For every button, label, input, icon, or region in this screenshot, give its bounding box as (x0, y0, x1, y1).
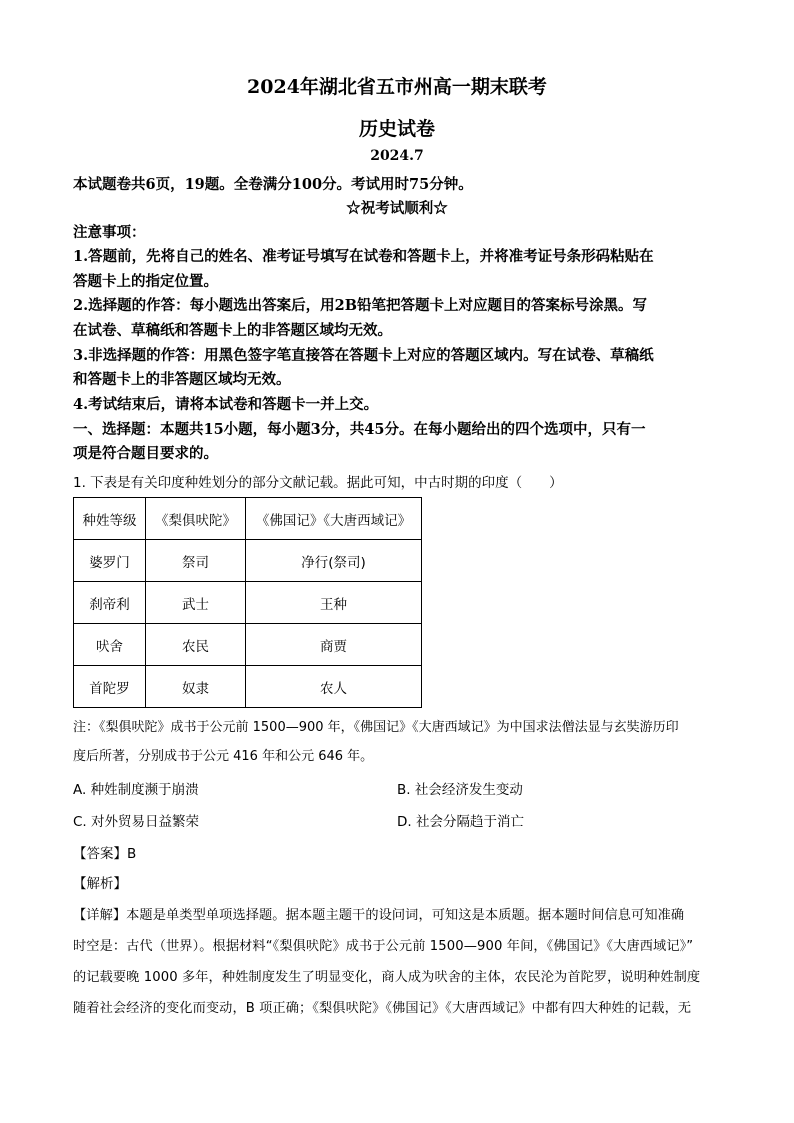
notice-heading: 注意事项： (73, 224, 146, 241)
table-cell: 农民 (146, 624, 246, 666)
table-cell: 奴隶 (146, 666, 246, 708)
table-cell: 刹帝利 (74, 582, 146, 624)
table-cell: 祭司 (146, 540, 246, 582)
notice-item-1-line-1: 1.答题前，先将自己的姓名、准考证号填写在试卷和答题卡上，并将准考证号条形码粘贴在 (73, 248, 654, 265)
caste-table (73, 497, 422, 708)
exam-date: 2024.7 (370, 148, 424, 164)
notice-item-2-line-1: 2.选择题的作答：每小题选出答案后，用2B铅笔把答题卡上对应题目的答案标号涂黑。写 (73, 297, 647, 314)
option-d: D. 社会分隔趋于消亡 (397, 814, 524, 830)
analysis-label: 【解析】 (73, 876, 127, 892)
table-header-cell: 《梨俱吠陀》 (146, 498, 246, 540)
question-stem: 1. 下表是有关印度种姓划分的部分文献记载。据此可知，中古时期的印度（ ） (73, 475, 563, 491)
option-c: C. 对外贸易日益繁荣 (73, 814, 200, 830)
table-row (74, 666, 422, 708)
table-row (74, 582, 422, 624)
table-cell: 农人 (246, 666, 422, 708)
notice-item-3-line-1: 3.非选择题的作答：用黑色签字笔直接答在答题卡上对应的答题区域内。写在试卷、草稿纸 (73, 347, 654, 364)
table-header-cell: 种姓等级 (74, 498, 146, 540)
table-header-row (74, 498, 422, 540)
table-note-line-2: 度后所著，分别成书于公元 416 年和公元 646 年。 (73, 749, 374, 764)
detail-line-3: 的记载要晚 1000 多年，种姓制度发生了明显变化，商人成为吠舍的主体，农民沦为首陀罗，说明种姓制度 (73, 970, 701, 985)
table-cell: 王种 (246, 582, 422, 624)
section-heading-line-1: 一、选择题：本题共15小题，每小题3分，共45分。在每小题给出的四个选项中，只有一 (73, 421, 646, 438)
detail-line-4: 随着社会经济的变化而变动，B 项正确；《梨俱吠陀》《佛国记》《大唐西域记》中都有四大种姓的记载，无 (73, 1001, 692, 1016)
table-cell: 净行(祭司) (246, 540, 422, 582)
exam-wish: ☆祝考试顺利☆ (346, 200, 448, 217)
table-row (74, 540, 422, 582)
notice-item-4: 4.考试结束后，请将本试卷和答题卡一并上交。 (73, 396, 379, 413)
section-heading-line-2: 项是符合题目要求的。 (73, 445, 218, 462)
table-cell: 武士 (146, 582, 246, 624)
option-b: B. 社会经济发生变动 (397, 782, 523, 798)
exam-title: 2024年湖北省五市州高一期末联考 (247, 76, 547, 98)
exam-subtitle: 历史试卷 (358, 118, 435, 140)
table-note-line-1: 注：《梨俱吠陀》成书于公元前 1500—900 年，《佛国记》《大唐西域记》为中国求法僧法显与玄奘游历印 (73, 720, 679, 735)
answer-label: 【答案】B (73, 846, 137, 862)
notice-item-3-line-2: 和答题卡上的非答题区域均无效。 (73, 371, 291, 388)
option-a: A. 种姓制度濒于崩溃 (73, 782, 199, 798)
notice-item-1-line-2: 答题卡上的指定位置。 (73, 273, 218, 290)
table-cell: 商贾 (246, 624, 422, 666)
table-header-cell: 《佛国记》《大唐西域记》 (246, 498, 422, 540)
table-cell: 吠舍 (74, 624, 146, 666)
detail-line-1: 【详解】本题是单类型单项选择题。据本题主题干的设问词，可知这是本质题。据本题时间信息可知准确 (73, 908, 685, 923)
table-cell: 婆罗门 (74, 540, 146, 582)
table-row (74, 624, 422, 666)
table-cell: 首陀罗 (74, 666, 146, 708)
detail-line-2: 时空是：古代（世界）。根据材料“《梨俱吠陀》成书于公元前 1500—900 年间，《佛国记》《大唐西域记》” (73, 939, 694, 954)
notice-item-2-line-2: 在试卷、草稿纸和答题卡上的非答题区域均无效。 (73, 322, 392, 339)
exam-intro: 本试题卷共6页，19题。全卷满分100分。考试用时75分钟。 (73, 176, 473, 193)
